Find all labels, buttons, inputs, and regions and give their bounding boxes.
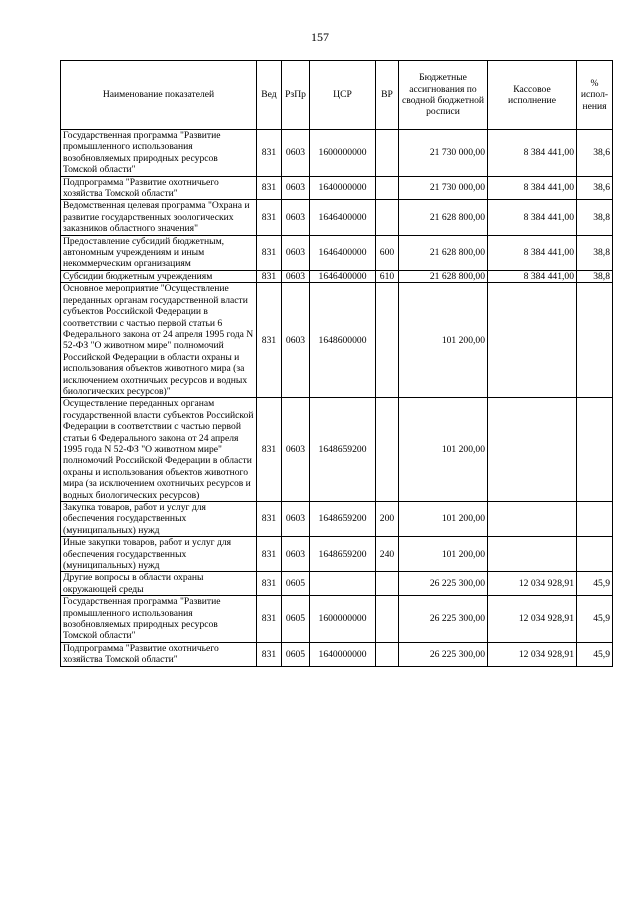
- cell-percent: 45,9: [577, 572, 613, 596]
- cell-vr: 240: [376, 537, 399, 572]
- table-row: [61, 502, 613, 537]
- table-row: [61, 235, 613, 270]
- cell-assignments: 21 628 800,00: [399, 235, 488, 270]
- cell-csr: 1648659200: [310, 398, 376, 502]
- cell-csr: 1640000000: [310, 642, 376, 666]
- table-row: [61, 596, 613, 643]
- cell-ved: 831: [257, 200, 282, 235]
- header-cash-execution: Кассовое исполнение: [488, 61, 577, 130]
- cell-ved: 831: [257, 537, 282, 572]
- header-rzpr: РзПр: [282, 61, 310, 130]
- cell-vr: 600: [376, 235, 399, 270]
- cell-assignments: 26 225 300,00: [399, 642, 488, 666]
- cell-rzpr: 0603: [282, 200, 310, 235]
- cell-ved: 831: [257, 283, 282, 398]
- page-number: 157: [311, 30, 329, 44]
- cell-csr: 1646400000: [310, 270, 376, 282]
- cell-rzpr: 0603: [282, 398, 310, 502]
- cell-rzpr: 0605: [282, 596, 310, 643]
- table-row: [61, 642, 613, 666]
- cell-vr: [376, 642, 399, 666]
- table-row: [61, 176, 613, 200]
- cell-rzpr: 0605: [282, 642, 310, 666]
- cell-vr: [376, 398, 399, 502]
- table-header-row: [61, 61, 613, 130]
- cell-csr: 1648659200: [310, 502, 376, 537]
- cell-csr: 1600000000: [310, 130, 376, 177]
- cell-assignments: 26 225 300,00: [399, 572, 488, 596]
- header-name: Наименование показателей: [61, 61, 257, 130]
- cell-vr: 200: [376, 502, 399, 537]
- cell-vr: [376, 130, 399, 177]
- header-ved: Вед: [257, 61, 282, 130]
- cell-percent: [577, 502, 613, 537]
- cell-cash-execution: 8 384 441,00: [488, 235, 577, 270]
- cell-name: Иные закупки товаров, работ и услуг для обеспечения государственных (муниципальных) нужд: [61, 537, 257, 572]
- table-row: [61, 200, 613, 235]
- cell-vr: [376, 176, 399, 200]
- cell-ved: 831: [257, 130, 282, 177]
- cell-rzpr: 0603: [282, 502, 310, 537]
- cell-rzpr: 0603: [282, 235, 310, 270]
- cell-vr: [376, 283, 399, 398]
- cell-rzpr: 0603: [282, 283, 310, 398]
- cell-ved: 831: [257, 235, 282, 270]
- cell-rzpr: 0603: [282, 270, 310, 282]
- header-vr: ВР: [376, 61, 399, 130]
- cell-percent: 45,9: [577, 642, 613, 666]
- cell-assignments: 21 730 000,00: [399, 176, 488, 200]
- cell-percent: 38,8: [577, 270, 613, 282]
- cell-ved: 831: [257, 642, 282, 666]
- cell-name: Предоставление субсидий бюджетным, автономным учреждениям и иным некоммерческим организациям: [61, 235, 257, 270]
- cell-name: Государственная программа "Развитие промышленного использования возобновляемых природных ресурсов Томской области": [61, 130, 257, 177]
- cell-csr: 1646400000: [310, 235, 376, 270]
- cell-cash-execution: 12 034 928,91: [488, 596, 577, 643]
- table-row: [61, 270, 613, 282]
- cell-name: Подпрограмма "Развитие охотничьего хозяйства Томской области": [61, 642, 257, 666]
- cell-cash-execution: 8 384 441,00: [488, 130, 577, 177]
- cell-csr: 1648600000: [310, 283, 376, 398]
- cell-cash-execution: 8 384 441,00: [488, 270, 577, 282]
- cell-name: Государственная программа "Развитие промышленного использования возобновляемых природных ресурсов Томской области": [61, 596, 257, 643]
- cell-percent: 38,6: [577, 176, 613, 200]
- cell-vr: [376, 572, 399, 596]
- cell-cash-execution: 8 384 441,00: [488, 176, 577, 200]
- cell-assignments: 101 200,00: [399, 398, 488, 502]
- cell-name: Осуществление переданных органам государственной власти субъектов Российской Федерации в соответствии с частью первой статьи 6 Федерального закона от 24 апреля 1995 года N 52-ФЗ "О животном мире" полномочий Российской Федерации в области охраны и использования объектов животного мира (за исключением охотничьих ресурсов и водных биологических ресурсов): [61, 398, 257, 502]
- table-row: [61, 130, 613, 177]
- cell-percent: 38,8: [577, 235, 613, 270]
- header-assignments: Бюджетные ассигнования по сводной бюджетной росписи: [399, 61, 488, 130]
- cell-cash-execution: [488, 398, 577, 502]
- cell-assignments: 21 628 800,00: [399, 270, 488, 282]
- cell-ved: 831: [257, 270, 282, 282]
- cell-vr: 610: [376, 270, 399, 282]
- cell-ved: 831: [257, 176, 282, 200]
- cell-assignments: 21 730 000,00: [399, 130, 488, 177]
- cell-ved: 831: [257, 398, 282, 502]
- table-row: [61, 572, 613, 596]
- cell-percent: 45,9: [577, 596, 613, 643]
- cell-cash-execution: 8 384 441,00: [488, 200, 577, 235]
- cell-ved: 831: [257, 596, 282, 643]
- cell-cash-execution: 12 034 928,91: [488, 642, 577, 666]
- cell-ved: 831: [257, 502, 282, 537]
- header-csr: ЦСР: [310, 61, 376, 130]
- cell-assignments: 21 628 800,00: [399, 200, 488, 235]
- cell-percent: [577, 537, 613, 572]
- cell-assignments: 101 200,00: [399, 502, 488, 537]
- cell-percent: 38,8: [577, 200, 613, 235]
- cell-assignments: 101 200,00: [399, 283, 488, 398]
- cell-name: Подпрограмма "Развитие охотничьего хозяйства Томской области": [61, 176, 257, 200]
- cell-rzpr: 0603: [282, 130, 310, 177]
- cell-percent: 38,6: [577, 130, 613, 177]
- cell-csr: 1640000000: [310, 176, 376, 200]
- cell-name: Основное мероприятие "Осуществление переданных органам государственной власти субъектов Российской Федерации в соответствии с частью первой статьи 6 Федерального закона от 24 апреля 1995 года N 52-ФЗ "О животном мире" полномочий Российской Федерации в области охраны и использования объектов животного мира (за исключением охотничьих ресурсов и водных биологических ресурсов)": [61, 283, 257, 398]
- cell-ved: 831: [257, 572, 282, 596]
- cell-vr: [376, 596, 399, 643]
- cell-rzpr: 0605: [282, 572, 310, 596]
- table-row: [61, 283, 613, 398]
- cell-cash-execution: 12 034 928,91: [488, 572, 577, 596]
- cell-csr: 1646400000: [310, 200, 376, 235]
- table-row: [61, 537, 613, 572]
- cell-rzpr: 0603: [282, 537, 310, 572]
- cell-cash-execution: [488, 283, 577, 398]
- cell-cash-execution: [488, 537, 577, 572]
- cell-rzpr: 0603: [282, 176, 310, 200]
- cell-name: Субсидии бюджетным учреждениям: [61, 270, 257, 282]
- cell-assignments: 101 200,00: [399, 537, 488, 572]
- cell-name: Другие вопросы в области охраны окружающей среды: [61, 572, 257, 596]
- cell-assignments: 26 225 300,00: [399, 596, 488, 643]
- cell-name: Ведомственная целевая программа "Охрана и развитие государственных зоологических заказников областного значения": [61, 200, 257, 235]
- cell-csr: 1600000000: [310, 596, 376, 643]
- header-percent: % испол-нения: [577, 61, 613, 130]
- cell-csr: 1648659200: [310, 537, 376, 572]
- cell-csr: [310, 572, 376, 596]
- table-row: [61, 398, 613, 502]
- cell-percent: [577, 398, 613, 502]
- budget-table: [60, 60, 613, 667]
- cell-name: Закупка товаров, работ и услуг для обеспечения государственных (муниципальных) нужд: [61, 502, 257, 537]
- cell-vr: [376, 200, 399, 235]
- cell-cash-execution: [488, 502, 577, 537]
- cell-percent: [577, 283, 613, 398]
